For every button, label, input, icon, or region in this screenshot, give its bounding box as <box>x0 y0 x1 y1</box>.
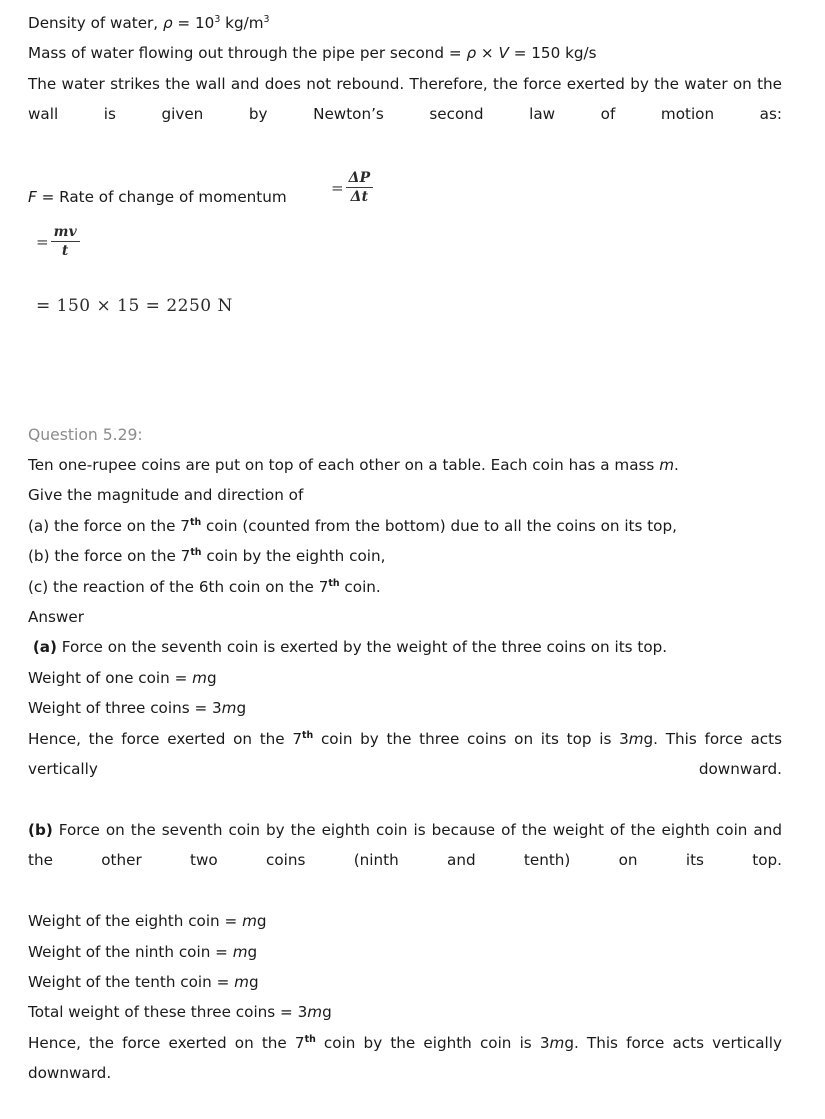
fraction-denominator: Δt <box>350 189 369 206</box>
density-rest: = 10 <box>172 14 215 32</box>
question-item-c-sup: th <box>328 577 340 589</box>
question-statement-line2: Give the magnitude and direction of <box>28 486 304 505</box>
mv-over-t-formula-row <box>28 222 782 290</box>
density-exponent: 3 <box>214 13 221 25</box>
weight-ninth-coin-line <box>28 937 782 967</box>
massflow-rest: = 150 kg/s <box>508 44 597 63</box>
question-heading: Question 5.29: <box>28 426 143 445</box>
massflow-volume-symbol: V <box>498 44 509 63</box>
question-item-c-suffix: coin. <box>339 577 381 596</box>
weight-eighth-coin-line <box>28 906 782 936</box>
weight-three-coins-g: g <box>236 699 247 718</box>
conclusion-b-post: g. This force acts vertically downward. <box>28 1033 782 1083</box>
fraction-numerator: ΔP <box>346 170 374 188</box>
rho-symbol: ρ <box>162 14 173 32</box>
answer-part-b-conclusion <box>28 1028 782 1119</box>
equals-sign-2: = <box>36 232 49 251</box>
weight-ninth-m: m <box>232 942 248 961</box>
weight-three-coins-m: m <box>221 699 237 718</box>
massflow-rho-symbol: ρ <box>466 44 477 63</box>
question-item-b-prefix: (b) the force on the 7 <box>28 547 191 566</box>
question-statement-part2: . <box>673 456 679 475</box>
answer-part-a-conclusion <box>28 724 782 815</box>
delta-p-over-delta-t-fraction <box>331 170 373 205</box>
section-spacer <box>28 334 782 420</box>
question-item-a <box>28 511 782 541</box>
conclusion-a-sup: th <box>302 729 314 741</box>
newton-paragraph: The water strikes the wall and does not rebound. Therefore, the force exerted by the water on the wall is given by Newton’s second law of motion as: <box>28 74 782 124</box>
weight-tenth-m: m <box>234 972 249 991</box>
question-item-b-suffix: coin by the eighth coin, <box>201 547 386 566</box>
momentum-formula-row <box>28 160 782 222</box>
weight-three-coins-line <box>28 693 782 723</box>
weight-tenth-coin-line <box>28 967 782 997</box>
answer-part-a-text: Force on the seventh coin is exerted by the weight of the three coins on its top. <box>56 638 668 657</box>
fraction-numerator-mv: mv <box>51 224 80 242</box>
weight-total-three-coins-line <box>28 997 782 1027</box>
density-unit: kg/m <box>220 14 264 32</box>
question-statement-line1 <box>28 450 782 480</box>
conclusion-b-mid: coin by the eighth coin is 3 <box>315 1033 550 1052</box>
weight-one-coin-m: m <box>192 668 207 687</box>
weight-tenth-prefix: Weight of the tenth coin = <box>28 972 235 991</box>
massflow-prefix: Mass of water flowing out through the pipe per second = <box>28 44 467 63</box>
fraction-mv-t <box>51 224 80 259</box>
answer-part-b-marker: (b) <box>28 820 53 839</box>
mass-symbol: m <box>659 456 674 475</box>
answer-part-b-paragraph <box>28 815 782 906</box>
density-prefix: Density of water, <box>28 14 163 32</box>
question-item-b-sup: th <box>190 547 202 559</box>
question-item-a-suffix: coin (counted from the bottom) due to all the coins on its top, <box>201 516 677 535</box>
conclusion-b-pre: Hence, the force exerted on the 7 <box>28 1033 305 1052</box>
weight-one-coin-line <box>28 663 782 693</box>
conclusion-a-pre: Hence, the force exerted on the 7 <box>28 729 303 748</box>
question-item-a-sup: th <box>189 516 202 528</box>
weight-total-prefix: Total weight of these three coins = 3 <box>28 1003 308 1022</box>
question-item-b <box>28 541 782 571</box>
fraction-dp-dt <box>346 170 374 205</box>
conclusion-b-sup: th <box>304 1033 316 1045</box>
answer-part-a-line <box>28 632 782 662</box>
conclusion-a-mid: coin by the three coins on its top is 3 <box>313 729 629 748</box>
weight-ninth-g: g <box>247 942 258 961</box>
density-unit-exponent: 3 <box>263 13 270 25</box>
question-statement-part1: Ten one-rupee coins are put on top of each other on a table. Each coin has a mass <box>28 456 660 475</box>
weight-total-g: g <box>322 1003 332 1022</box>
answer-part-b-text: Force on the seventh coin by the eighth coin is because of the weight of the eighth coin and the other two coins (ninth and tenth) on its top. <box>28 820 782 870</box>
mv-over-t-fraction <box>36 224 80 259</box>
question-item-c <box>28 572 782 602</box>
weight-one-coin-g: g <box>206 668 217 687</box>
conclusion-a-m: m <box>628 729 644 748</box>
momentum-label-text: = Rate of change of momentum <box>36 188 287 207</box>
document-content <box>28 8 782 1119</box>
weight-one-coin-prefix: Weight of one coin = <box>28 668 193 687</box>
conclusion-b-m: m <box>549 1033 565 1052</box>
weight-eighth-m: m <box>242 912 257 931</box>
answer-label: Answer <box>28 608 84 627</box>
weight-tenth-g: g <box>248 972 259 991</box>
weight-ninth-prefix: Weight of the ninth coin = <box>28 942 233 961</box>
weight-total-m: m <box>307 1003 323 1022</box>
equals-sign: = <box>331 178 344 197</box>
density-line <box>28 8 782 38</box>
question-item-c-prefix: (c) the reaction of the 6th coin on the 7 <box>28 577 329 596</box>
answer-part-a-marker: (a) <box>32 638 57 657</box>
conclusion-a-post: g. This force acts vertically downward. <box>28 729 782 779</box>
weight-eighth-g: g <box>256 912 267 931</box>
fraction-denominator-t: t <box>61 243 69 260</box>
weight-eighth-prefix: Weight of the eighth coin = <box>28 912 243 931</box>
weight-three-coins-prefix: Weight of three coins = 3 <box>28 699 222 718</box>
massflow-line <box>28 38 782 68</box>
question-item-a-prefix: (a) the force on the 7 <box>28 516 190 535</box>
massflow-times: × <box>476 44 499 63</box>
momentum-formula-label <box>28 188 287 206</box>
force-result-value: = 150 × 15 = 2250 N <box>36 296 233 317</box>
force-symbol: F <box>28 188 37 207</box>
force-result-row <box>28 290 782 334</box>
